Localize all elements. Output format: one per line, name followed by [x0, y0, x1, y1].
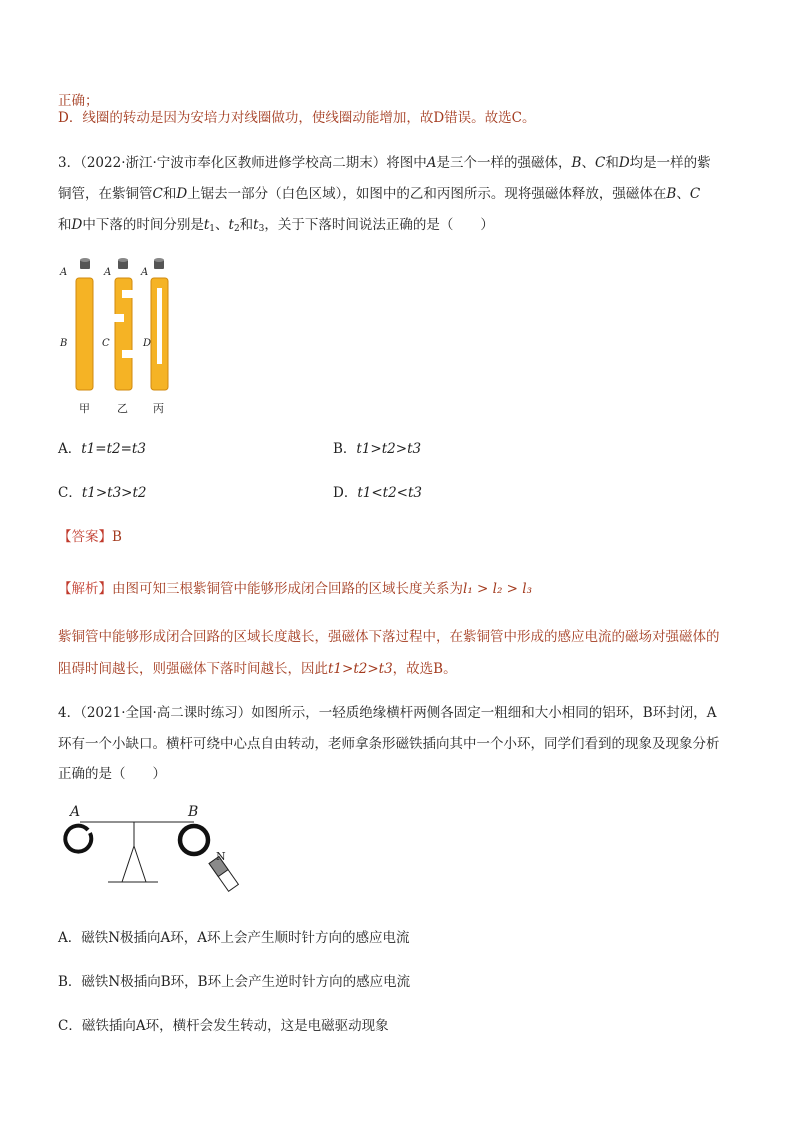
- tube-yi-cut-2: [114, 314, 124, 322]
- answer-tag: 【答案】: [58, 529, 112, 545]
- q3-number: 3．: [58, 155, 81, 171]
- magnet-yi: [118, 258, 128, 269]
- q3-option-b: B．t1>t2>t3: [333, 441, 422, 457]
- q3-stem-line3: 和D中下落的时间分别是$t_1$、$t_2$和$t_3$，关于下落时间说法正确的是（ ）: [58, 217, 494, 234]
- q4-option-c: C．磁铁插向A环，横杆会发生转动，这是电磁驱动现象: [58, 1018, 389, 1034]
- label-C: C: [102, 338, 110, 349]
- tube-bing-slot: [157, 288, 162, 364]
- q4-option-b: B．磁铁N极插向B环，B环上会产生逆时针方向的感应电流: [58, 974, 411, 990]
- label-A-1: A: [60, 267, 68, 278]
- q3-option-d: D．t1<t2<t3: [333, 485, 422, 501]
- q4-stem-line1: 4．（2021·全国·高二课时练习）如图所示，一轻质绝缘横杆两侧各固定一粗细和大小相同的铝环，B环封闭，A: [58, 705, 717, 721]
- caption-yi: 乙: [117, 402, 128, 415]
- magnet-jia: [80, 258, 90, 269]
- analysis-formula: l₁ > l₂ > l₃: [463, 581, 532, 597]
- q3-answer: [58, 526, 738, 548]
- prev-answer-line2: D．线圈的转动是因为安培力对线圈做功，使线圈动能增加，故D错误。故选C。: [58, 110, 536, 126]
- label-D: D: [143, 338, 152, 349]
- tube-yi-cut-1: [122, 290, 133, 298]
- caption-jia: 甲: [79, 402, 90, 415]
- ring-label-A: A: [70, 804, 81, 820]
- q4-number: 4．: [58, 705, 81, 721]
- label-A-2: A: [104, 267, 112, 278]
- prev-answer-line1: 正确；: [58, 93, 99, 109]
- q4-option-a: A．磁铁N极插向A环，A环上会产生顺时针方向的感应电流: [58, 930, 410, 946]
- q3-stem-line2: 铜管，在紫铜管C和D上锯去一部分（白色区域），如图中的乙和丙图所示。现将强磁体释放，强磁体在B、C: [58, 186, 701, 202]
- q4-stem-line2: 环有一个小缺口。横杆可绕中心点自由转动，老师拿条形磁铁插向其中一个小环，同学们看到的现象及现象分析: [58, 736, 720, 752]
- caption-bing: 丙: [153, 402, 164, 415]
- q3-explain-line2: 阻碍时间越长，则强磁体下落时间越长，因此t1>t2>t3，故选B。: [58, 661, 457, 677]
- q4-rings-figure: [54, 800, 254, 910]
- label-B: B: [60, 338, 68, 349]
- q3-analysis: 【解析】由图可知三根紫铜管中能够形成闭合回路的区域长度关系为l₁ > l₂ > l₃: [58, 581, 532, 597]
- ring-B: [180, 826, 208, 854]
- ring-label-B: B: [188, 804, 199, 820]
- q4-stem-line3: 正确的是（ ）: [58, 766, 166, 782]
- pivot-stand: [122, 846, 146, 882]
- answer-value: B: [112, 529, 122, 545]
- tube-jia: [76, 278, 93, 390]
- q3-stem-line1: 3．（2022·浙江·宁波市奉化区教师进修学校高二期末）将图中A是三个一样的强磁体，B、C和D均是一样的紫: [58, 155, 711, 171]
- analysis-tag: 【解析】: [58, 581, 112, 597]
- ring-A: [65, 826, 91, 852]
- q3-source: （2022·浙江·宁波市奉化区教师进修学校高二期末）: [80, 155, 387, 171]
- q3-tubes-figure: [56, 256, 186, 418]
- q3-option-a: A．t1=t2=t3: [58, 441, 146, 457]
- magnet-bing: [154, 258, 164, 269]
- magnet-label-N: N: [216, 850, 226, 863]
- q3-option-c: C．t1>t3>t2: [58, 485, 147, 501]
- tube-yi-cut-3: [122, 350, 133, 358]
- q4-source: （2021·全国·高二课时练习）: [80, 705, 252, 721]
- q3-explain-line1: 紫铜管中能够形成闭合回路的区域长度越长，强磁体下落过程中，在紫铜管中形成的感应电流的磁场对强磁体的: [58, 629, 720, 645]
- label-A-3: A: [141, 267, 149, 278]
